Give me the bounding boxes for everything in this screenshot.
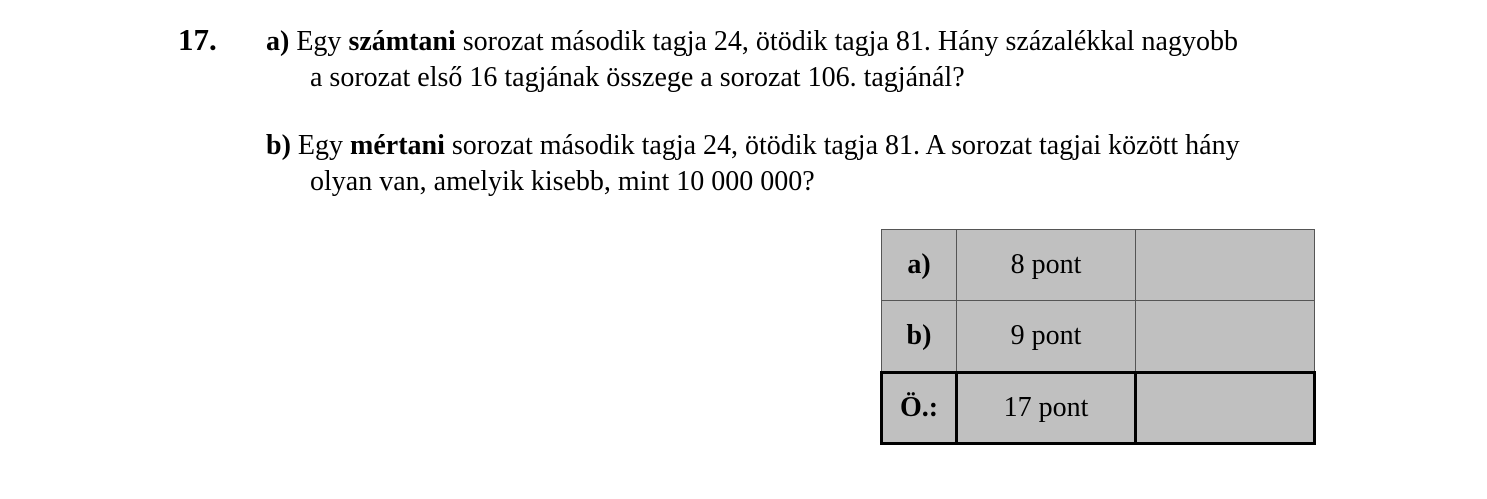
problem-number: 17. — [178, 22, 217, 57]
score-row-total — [882, 373, 1315, 444]
score-table — [880, 229, 1316, 445]
score-row-label: b) — [882, 301, 957, 373]
score-row-points: 8 pont — [957, 230, 1136, 301]
part-a-keyword: számtani — [348, 26, 456, 57]
score-row-b — [882, 301, 1315, 373]
score-row-a — [882, 230, 1315, 301]
part-a-line1 — [266, 24, 1326, 60]
score-row-field[interactable] — [1136, 230, 1315, 301]
part-a-line2: a sorozat első 16 tagjának összege a sorozat 106. tagjánál? — [310, 62, 965, 93]
part-a-text-after: sorozat második tagja 24, ötödik tagja 81. Hány százalékkal nagyobb — [455, 26, 1238, 57]
part-a-label: a) — [266, 26, 290, 57]
part-b-line2: olyan van, amelyik kisebb, mint 10 000 000? — [310, 166, 815, 197]
part-b-label: b) — [266, 130, 291, 161]
score-row-label: a) — [882, 230, 957, 301]
part-b-text-before: Egy — [290, 130, 351, 161]
score-total-points: 17 pont — [957, 373, 1136, 444]
part-a — [266, 24, 1326, 96]
part-a-text-before: Egy — [289, 26, 349, 57]
score-total-label: Ö.: — [882, 373, 957, 444]
part-b-text-after: sorozat második tagja 24, ötödik tagja 81. A sorozat tagjai között hány — [444, 130, 1240, 161]
part-b — [266, 128, 1326, 200]
score-total-field[interactable] — [1136, 373, 1315, 444]
score-row-points: 9 pont — [957, 301, 1136, 373]
part-b-keyword: mértani — [350, 130, 445, 161]
part-b-line1 — [266, 128, 1326, 164]
score-row-field[interactable] — [1136, 301, 1315, 373]
